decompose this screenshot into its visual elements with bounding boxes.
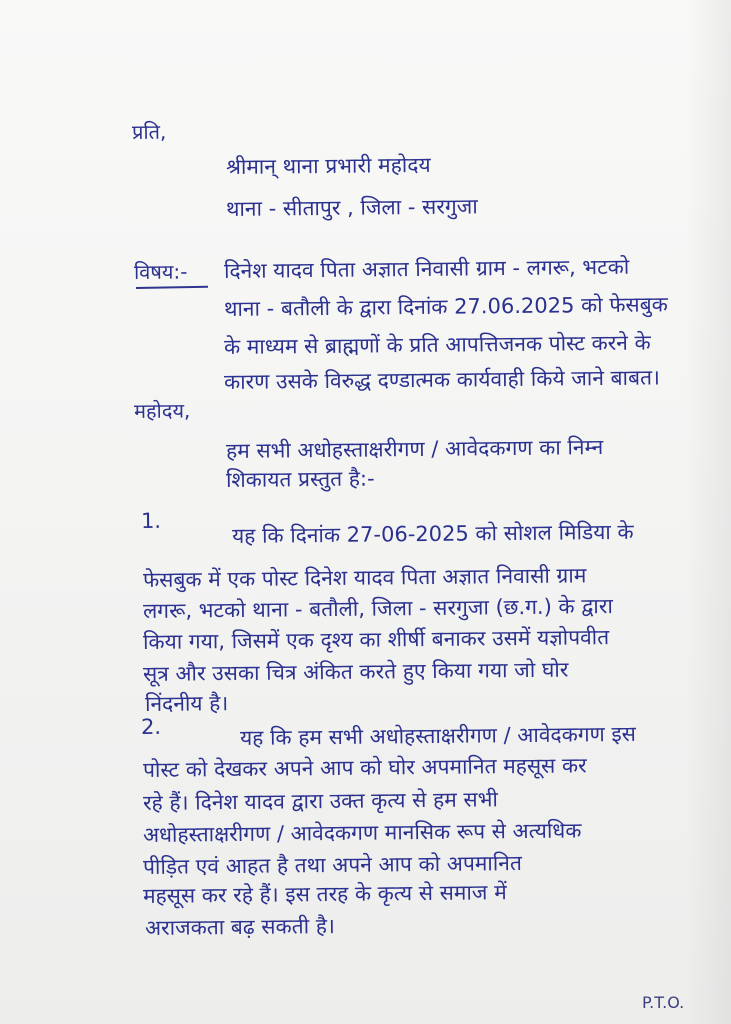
- subject-label: विषय:-: [133, 259, 188, 284]
- point-1-line-6: निंदनीय है।: [144, 691, 229, 716]
- subject-underline: [136, 286, 208, 289]
- point-2-line-2: पोस्ट को देखकर अपने आप को घोर अपमानित महसूस कर: [142, 753, 587, 782]
- salutation-to: प्रति,: [131, 119, 167, 144]
- recipient-line-2: थाना - सीतापुर , जिला - सरगुजा: [225, 194, 478, 221]
- point-1-number: 1.: [140, 508, 162, 533]
- point-2-line-7: अराजकता बढ़ सकती है।: [144, 914, 335, 940]
- intro-line-2: शिकायत प्रस्तुत है:-: [225, 466, 375, 492]
- subject-line-4: कारण उसके विरुद्ध दण्डात्मक कार्यवाही किये जाने बाबत।: [223, 365, 661, 394]
- point-1-line-3: लगरू, भटको थाना - बतौली, जिला - सरगुजा (छ.ग.) के द्वारा: [142, 594, 613, 623]
- point-1-line-5: सूत्र और उसका चित्र अंकित करते हुए किया गया जो घोर: [142, 657, 569, 686]
- pto-note: P.T.O.: [642, 993, 685, 1012]
- point-1-line-1: यह कि दिनांक 27-06-2025 को सोशल मिडिया के: [231, 519, 634, 548]
- subject-line-2: थाना - बतौली के द्वारा दिनांक 27.06.2025 को फेसबुक: [223, 292, 668, 321]
- point-2-line-6: महसूस कर रहे हैं। इस तरह के कृत्य से समाज में: [142, 880, 507, 908]
- point-1-line-2: फेसबुक में एक पोस्ट दिनेश यादव पिता अज्ञात निवासी ग्राम: [142, 563, 587, 592]
- point-2-line-5: पीड़ित एवं आहत है तथा अपने आप को अपमानित: [142, 851, 522, 879]
- point-2-line-4: अधोहस्ताक्षरीगण / आवेदकगण मानसिक रूप से अत्यधिक: [142, 818, 582, 847]
- subject-line-1: दिनेश यादव पिता अज्ञात निवासी ग्राम - लगरू, भटको: [223, 254, 630, 283]
- recipient-line-1: श्रीमान् थाना प्रभारी महोदय: [225, 152, 431, 179]
- greeting: महोदय,: [133, 398, 191, 423]
- point-2-number: 2.: [140, 714, 162, 739]
- point-1-line-4: किया गया, जिसमें एक दृश्य का शीर्षी बनाकर उसमें यज्ञोपवीत: [142, 625, 610, 654]
- intro-line-1: हम सभी अधोहस्ताक्षरीगण / आवेदकगण का निम्न: [225, 435, 604, 463]
- point-2-line-3: रहे हैं। दिनेश यादव द्वारा उक्त कृत्य से हम सभी: [142, 787, 498, 815]
- subject-line-3: के माध्यम से ब्राह्मणों के प्रति आपत्तिजनक पोस्ट करने के: [223, 330, 651, 359]
- point-2-line-1: यह कि हम सभी अधोहस्ताक्षरीगण / आवेदकगण इस: [239, 721, 637, 750]
